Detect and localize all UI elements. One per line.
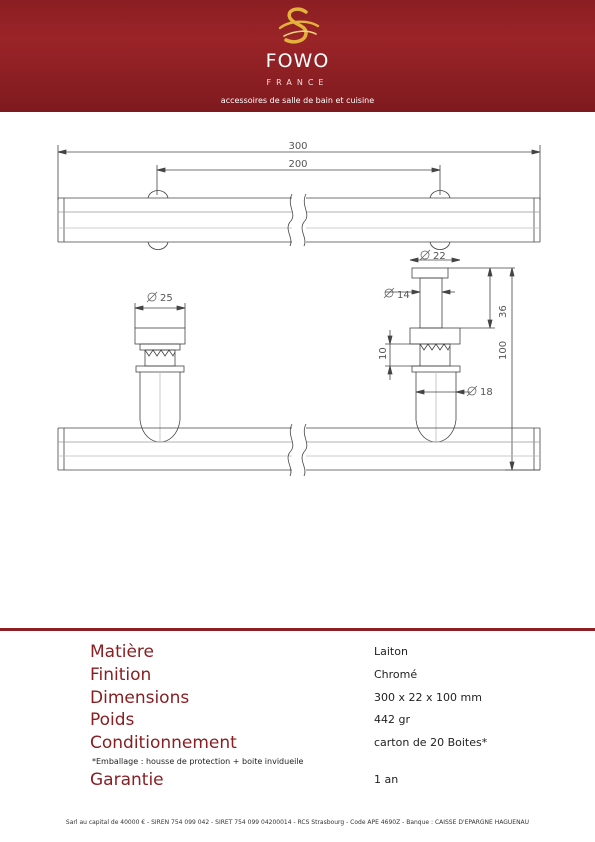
svg-text:22: 22 — [433, 251, 446, 262]
top-view-bar — [58, 191, 540, 250]
side-view-bar — [58, 424, 540, 476]
brand-country: FRANCE — [266, 78, 329, 87]
spec-value-finition: Chromé — [374, 668, 418, 681]
packaging-note: *Emballage : housse de protection + boite invidueile — [92, 757, 304, 766]
spec-label-matiere: Matière — [90, 642, 155, 662]
spec-value-poids: 442 gr — [374, 713, 410, 726]
dim-diam-14 — [384, 288, 410, 301]
section-divider — [0, 628, 595, 631]
dim-100: 100 — [498, 340, 509, 360]
brand-tagline: accessoires de salle de bain et cuisine — [220, 96, 375, 105]
svg-text:25: 25 — [160, 293, 173, 304]
dim-200: 200 — [288, 159, 308, 170]
spec-label-poids: Poids — [90, 710, 135, 730]
svg-text:18: 18 — [480, 387, 493, 398]
footer-legal: Sarl au capital de 40000 € - SIREN 754 099 042 - SIRET 754 099 04200014 - RCS Strasbourg - Code APE 4690Z - Banque : CAISSE D'EPARGNE HAGUENAU — [0, 818, 595, 842]
spec-value-dimensions: 300 x 22 x 100 mm — [374, 691, 482, 704]
spec-value-garantie: 1 an — [374, 773, 399, 786]
spec-value-matiere: Laiton — [374, 645, 408, 658]
dim-diam-25 — [147, 292, 173, 304]
technical-drawing — [0, 112, 595, 622]
header-banner — [0, 0, 595, 112]
dim-diam-18 — [467, 386, 493, 398]
brand-name: FOWO — [265, 50, 330, 72]
dim-36: 36 — [498, 305, 509, 318]
svg-text:14: 14 — [397, 290, 410, 301]
spec-value-conditionnement: carton de 20 Boites* — [374, 736, 488, 749]
dim-10: 10 — [378, 347, 389, 360]
swirl-s-logo-icon — [272, 6, 324, 48]
spec-label-dimensions: Dimensions — [90, 688, 190, 708]
dim-300: 300 — [288, 141, 308, 152]
spec-label-finition: Finition — [90, 665, 152, 685]
spec-label-conditionnement: Conditionnement — [90, 733, 237, 753]
left-post — [135, 303, 185, 442]
spec-label-garantie: Garantie — [90, 770, 164, 790]
